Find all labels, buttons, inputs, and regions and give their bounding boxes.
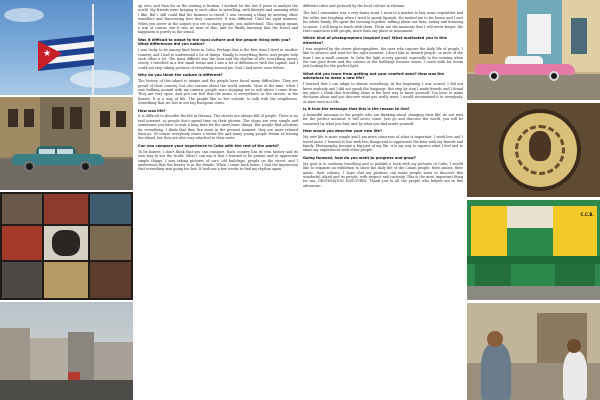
question-heading: How was life? bbox=[138, 108, 166, 113]
mural-disc bbox=[499, 109, 581, 191]
question-heading: Can you compare your experience in Cuba with the rest of the world? bbox=[138, 143, 279, 148]
classic-car-photo bbox=[0, 97, 133, 190]
paragraph: To be honest, I don't think that you can compare. Each country has its own history and its own way to see the world. What I can say is that I learned to be patient and to appreciate simple things. I was taking pictures of cars, old buildings, people on the street, and I understood that the beauty is in the details. When I came back home, I had the impression that everything was going too fast. It took me a few weeks to find my rhythm again. bbox=[138, 149, 298, 172]
paragraph: The history of this island is unique and the people have faced many difficulties. They are proud of their country, but also curious about the world outside. Most of the time, when I was walking around with my camera, people were stopping me to ask where I came from. They are very open. And you can feel that the music is everywhere, in the streets, in the houses. It is a way of life. The people like to live outside, to talk with the neighbours. Something that we lost in our big European cities. bbox=[138, 79, 298, 106]
havana-street-photo bbox=[0, 302, 133, 400]
paragraph: up over, and then for us the waiting is broken. I worked for the last 4 years in analyze the world. My friends were keeping to each other in travelling, with lifestyle and meaning what I like. But I still could find the moment to travel. I was crossing a thing by meeting other travellers and discovering how they connected. It was different. Until the right moment. When you arrive at the airport you see so many people, you understand. This simply means a trip of course, but it was no time of this, and we finally knowing that the travel and happiness is purely in the sound. bbox=[138, 4, 298, 35]
people-photo bbox=[467, 303, 600, 400]
cuba-flag-photo bbox=[0, 0, 133, 95]
classic-car bbox=[12, 145, 104, 169]
question-heading: Going forward, how do you want to progress and grow? bbox=[303, 155, 416, 160]
paragraph: My new life is more simple and I am more conscious of what is important. I work less and I travel more. I learned to live with less things and to appreciate the time with my friends and family. Photography became a big part of my life, it is my way to express what I feel and to share my experiences with other people. bbox=[303, 135, 463, 153]
paragraph: I was lucky to be among kind hosts in Cuba. Perhaps this is the first time I lived in another country, and I had to understand a lot of things. Family is everything there, and people help each other a lot. The most difficult was the heat and the rhythm of life, everything moves slowly. I travelled in a few small towns and I saw a lot of differences with the capital, and I could not stop taking pictures of everything around me, that I had never seen before. bbox=[138, 48, 298, 70]
collage-photo bbox=[0, 192, 133, 300]
paragraph: It is difficult to describe the life in Havana. The streets are always full of people. There is no real internet, so people don't spend time on their phones. The shops are very simple and sometimes you have to wait a long time for the most basic things. But people find solutions for everything. I think that they live more in the present moment, they are more relaxed than us. Of course everybody wants a better life and many young people dream of leaving the island, but they are also very attached to their roots. bbox=[138, 114, 298, 141]
question-heading: What did you learn from getting out your comfort zone? How was the adventure to make a new life? bbox=[303, 71, 444, 81]
paragraph: The last I remember was a very funny story. I went to a market to buy some vegetables and the seller was laughing when I tried to speak Spanish. He invited me to his house and I met his whole family. We spent the evening together, talking about our lives, eating and listening to music. I still keep in touch with them. Those are the moments that I will never forget, the real connection with people, more than any place or monument. bbox=[303, 11, 463, 34]
question-heading: How would you describe your new life? bbox=[303, 129, 383, 134]
star-icon: ★ bbox=[43, 48, 52, 60]
question-heading: Is it true the message that this is the reason to live? bbox=[303, 107, 410, 112]
pink-car bbox=[475, 56, 575, 80]
paragraph: A beautiful message to the people who are thinking about changing their life: do not wait for the perfect moment, it will never come. Just go and discover the world, you will be surprised by what you find, and by what you find inside yourself. bbox=[303, 113, 463, 126]
article-column-left bbox=[138, 4, 298, 396]
question-heading: Was it difficult to adapt to the local culture and the people living with you? What differences did you notice? bbox=[138, 37, 291, 47]
shop-sign: C.C.B. bbox=[580, 212, 594, 217]
question-heading: Which kind of photographers inspired you? What motivated you in this direction? bbox=[303, 36, 447, 45]
article-column-middle bbox=[303, 4, 463, 396]
mural-photo bbox=[467, 103, 600, 197]
paragraph: I was inspired by the street photographers, the ones who capture the daily life of people. I like to observe and wait for the right moment. I don't like to disturb people, so most of the time I use a small camera. In Cuba the light is very special, especially in the evening when the sun goes down and the colours of the buildings become warm. I could walk for hours just looking for the perfect light. bbox=[303, 46, 463, 69]
pink-car-photo bbox=[467, 0, 600, 100]
paragraph: I learned that I can adapt to almost everything. At the beginning I was scared, I did not know anybody and I did not speak the language. But step by step I made friends and I found my place. I think that travelling alone is the best way to know yourself. You have to make decisions alone and you discover what you really want. I would recommend it to everybody, at least once in a life. bbox=[303, 82, 463, 104]
shop-photo bbox=[467, 200, 600, 300]
paragraph: My goal is to continue travelling and to publish a book with my pictures of Cuba. I would like to organize an exhibition to show the daily life of the Cuban people, their smiles, their music, their colours. I hope that my pictures can make people want to discover this wonderful island and its people, with respect and curiosity. This is the most important thing for me: DESTINATION DISCOVERY. Thank you to all the people who helped me in this adventure. bbox=[303, 161, 463, 188]
cuba-flag bbox=[38, 35, 94, 71]
question-heading: Why do you think the culture is different? bbox=[138, 73, 223, 78]
paragraph: different cities and pictured by the local culture in Havana. bbox=[303, 4, 406, 8]
